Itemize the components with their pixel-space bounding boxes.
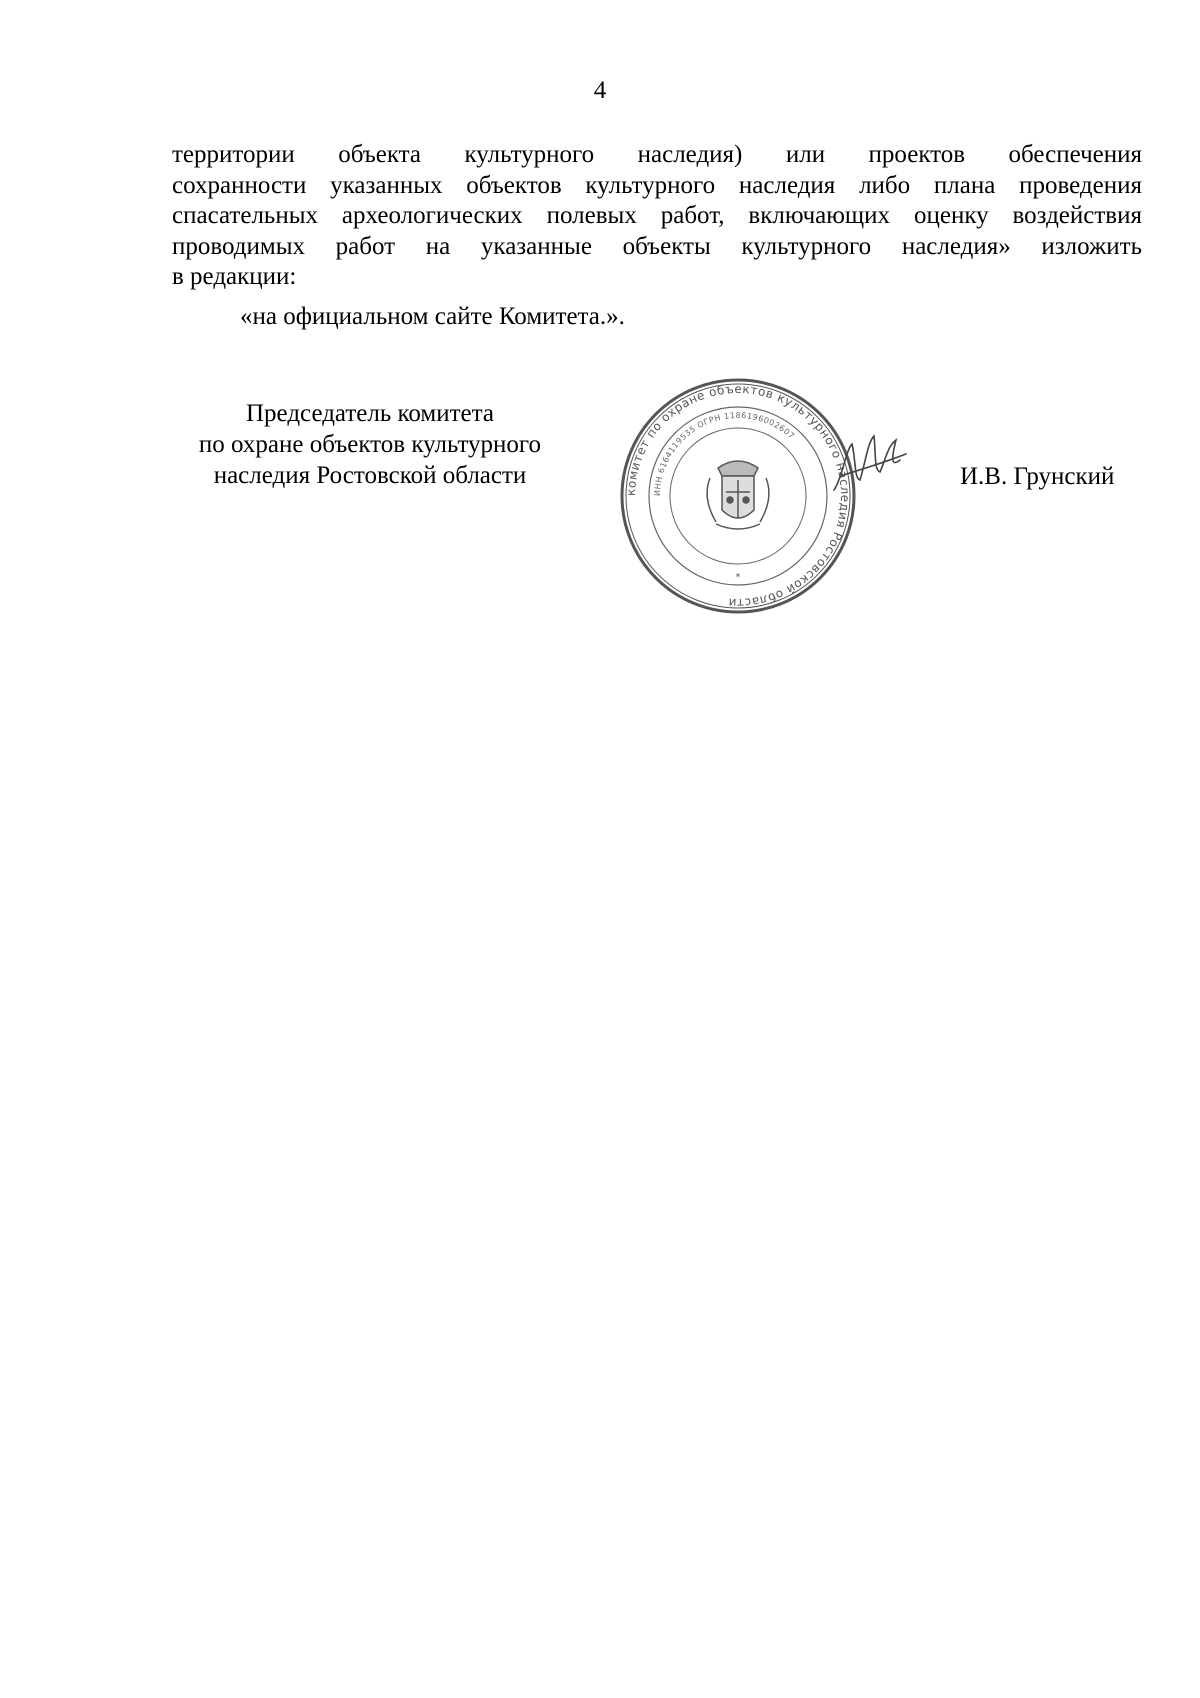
signer-position-line-1: Председатель комитета (246, 400, 494, 427)
body-paragraph (172, 140, 1142, 293)
official-seal-stamp (618, 376, 858, 616)
coat-of-arms-icon (707, 461, 769, 529)
signer-position-line-2: по охране объектов культурного (198, 431, 542, 458)
body-line-5: в редакции: (172, 263, 297, 290)
body-line-2: сохранности указанных объектов культурного наследия либо плана проведения (172, 171, 1142, 199)
signer-position (160, 398, 580, 491)
page-number: 4 (593, 77, 607, 104)
signer-position-line-3: наследия Ростовской области (213, 462, 527, 489)
handwritten-signature-icon (830, 430, 910, 500)
body-line-4: проводимых работ на указанные объекты культурного наследия» изложить (172, 232, 1142, 260)
body-line-3: спасательных археологических полевых работ, включающих оценку воздействия (172, 202, 1142, 229)
signer-name: И.В. Грунский (960, 463, 1115, 490)
svg-text:*: * (735, 572, 741, 583)
body-line-1: территории объекта культурного наследия) или проектов обеспечения (172, 141, 1142, 168)
seal-outer-text: комитет по охране объектов культурного наследия Ростовской области (623, 381, 853, 611)
seal-inner-text: ИНН 6164119535 ОГРН 1186196002607 (652, 410, 797, 497)
amendment-quote: «на официальном сайте Комитета.». (240, 303, 625, 330)
